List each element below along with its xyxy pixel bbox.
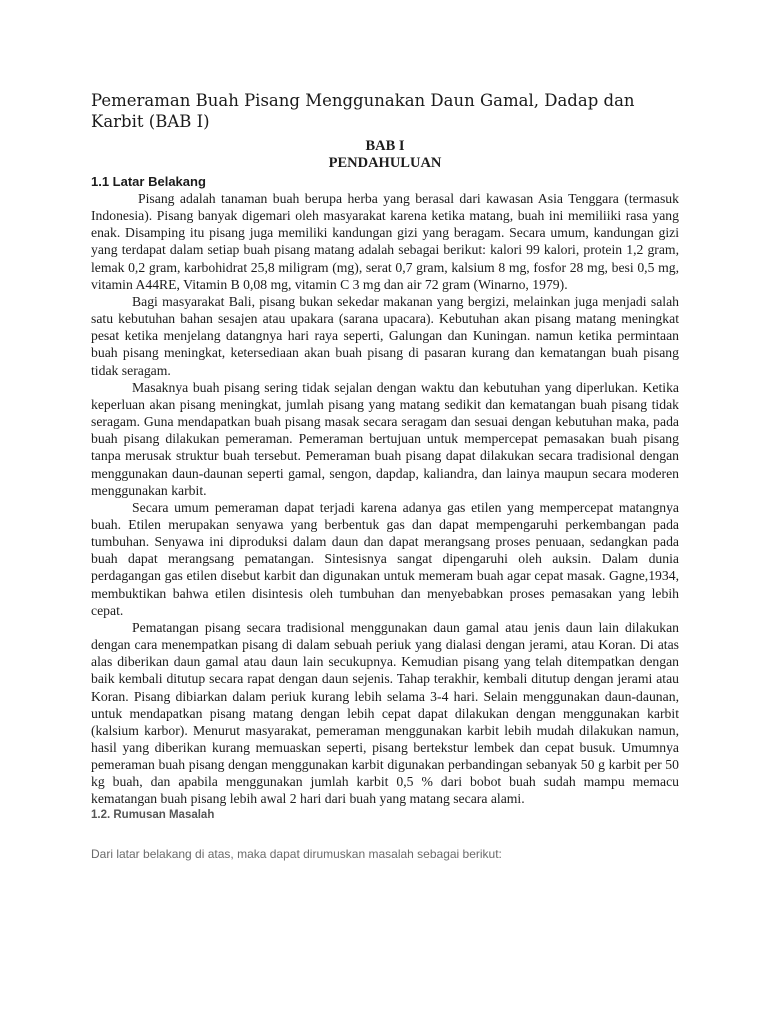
chapter-title: PENDAHULUAN bbox=[328, 155, 442, 171]
section-heading: 1.1 Latar Belakang bbox=[91, 174, 206, 189]
chapter-number: BAB I bbox=[365, 138, 405, 154]
document-title: Pemeraman Buah Pisang Menggunakan Daun Gamal, Dadap dan Karbit (BAB I) bbox=[91, 91, 635, 131]
document-page bbox=[91, 90, 679, 862]
paragraph: Pisang adalah tanaman buah berupa herba yang berasal dari kawasan Asia Tenggara (termasuk Indonesia). Pisang banyak digemari oleh masyarakat karena ketika matang, buah ini memiliiki rasa yang enak. Disamping itu pisang juga memiliki kandungan gizi yang beragam. Secara umum, kandungan gizi yang terdapat dalam setiap buah pisang matang adalah sebagai berikut: kalori 99 kalori, protein 1,2 gram, lemak 0,2 gram, karbohidrat 25,8 miligram (mg), serat 0,7 gram, kalsium 8 mg, fosfor 28 mg, besi 0,5 mg, vitamin A44RE, Vitamin B 0,08 mg, vitamin C 3 mg dan air 72 gram (Winarno, 1979). bbox=[91, 191, 679, 292]
subsection-heading: 1.2. Rumusan Masalah bbox=[91, 808, 215, 821]
paragraph: Masaknya buah pisang sering tidak sejalan dengan waktu dan kebutuhan yang diperlukan. Ketika keperluan akan pisang meningkat, jumlah pisang yang matang sedikit dan kematangan buah pisang tidak seragam. Guna mendapatkan buah pisang masak secara seragam dan sesuai dengan kebutuhan maka, pada buah pisang dilakukan pemeraman. Pemeraman bertujuan untuk mempercepat pemasakan buah pisang tanpa merusak struktur buah tersebut. Pemeraman buah pisang dapat dilakukan secara tradisional dengan menggunakan daun-daunan seperti gamal, sengon, dapdap, kaliandra, dan lainya maupun secara moderen menggunakan karbit. bbox=[91, 379, 679, 498]
paragraph: Pematangan pisang secara tradisional menggunakan daun gamal atau jenis daun lain dilakukan dengan cara menempatkan pisang di dalam sebuah periuk yang dialasi dengan jerami, atau Koran. Di atas alas diberikan daun gamal atau daun lain secukupnya. Kemudian pisang yang telah ditempatkan dengan baik kembali ditutup secara rapat dengan daun sejenis. Tahap terakhir, kembali ditutup dengan jerami atau Koran. Pisang dibiarkan dalam periuk kurang lebih selama 3-4 hari. Selain menggunakan daun-daunan, untuk mendapatkan pisang matang dengan lebih cepat dapat dilakukan dengan menggunakan karbit (kalsium karbor). Menurut masyarakat, pemeraman menggunakan karbit lebih mudah dilakukan namun, hasil yang diberikan kurang memuaskan seperti, pisang bertekstur lembek dan cepat busuk. Umumnya pemeraman buah pisang dengan menggunakan karbit digunakan perbandingan sebanyak 50 g karbit per 50 kg buah, dan apabila menggunakan jumlah karbit 0,5 % dari bobot buah sudah mampu memacu kematangan buah pisang lebih awal 2 hari dari buah yang matang secara alami. bbox=[91, 619, 679, 807]
paragraph: Secara umum pemeraman dapat terjadi karena adanya gas etilen yang mempercepat matangnya buah. Etilen merupakan senyawa yang berbentuk gas dan dapat mempengaruhi perkembangan pada tumbuhan. Senyawa ini diproduksi dalam daun dan dapat merangsang proses penuaan, sedangkan pada buah dapat merangsang pematangan. Sintesisnya sangat dipengaruhi oleh auksin. Dalam dunia perdagangan gas etilen disebut karbit dan digunakan untuk memeram buah agar cepat masak. Gagne,1934, membuktikan bahwa etilen disintesis oleh tumbuhan dan menyebabkan proses pemasakan yang lebih cepat. bbox=[91, 499, 679, 618]
closing-text: Dari latar belakang di atas, maka dapat dirumuskan masalah sebagai berikut: bbox=[91, 846, 502, 861]
paragraph: Bagi masyarakat Bali, pisang bukan sekedar makanan yang bergizi, melainkan juga menjadi salah satu kebutuhan bahan sesajen atau upakara (sarana upacara). Kebutuhan akan pisang matang meningkat pesat ketika menjelang datangnya hari raya seperti, Galungan dan Kuningan. namun ketika permintaan buah pisang meningkat, ketersediaan akan buah pisang di pasaran kurang dan kematangan buah pisang tidak seragam. bbox=[91, 293, 679, 378]
